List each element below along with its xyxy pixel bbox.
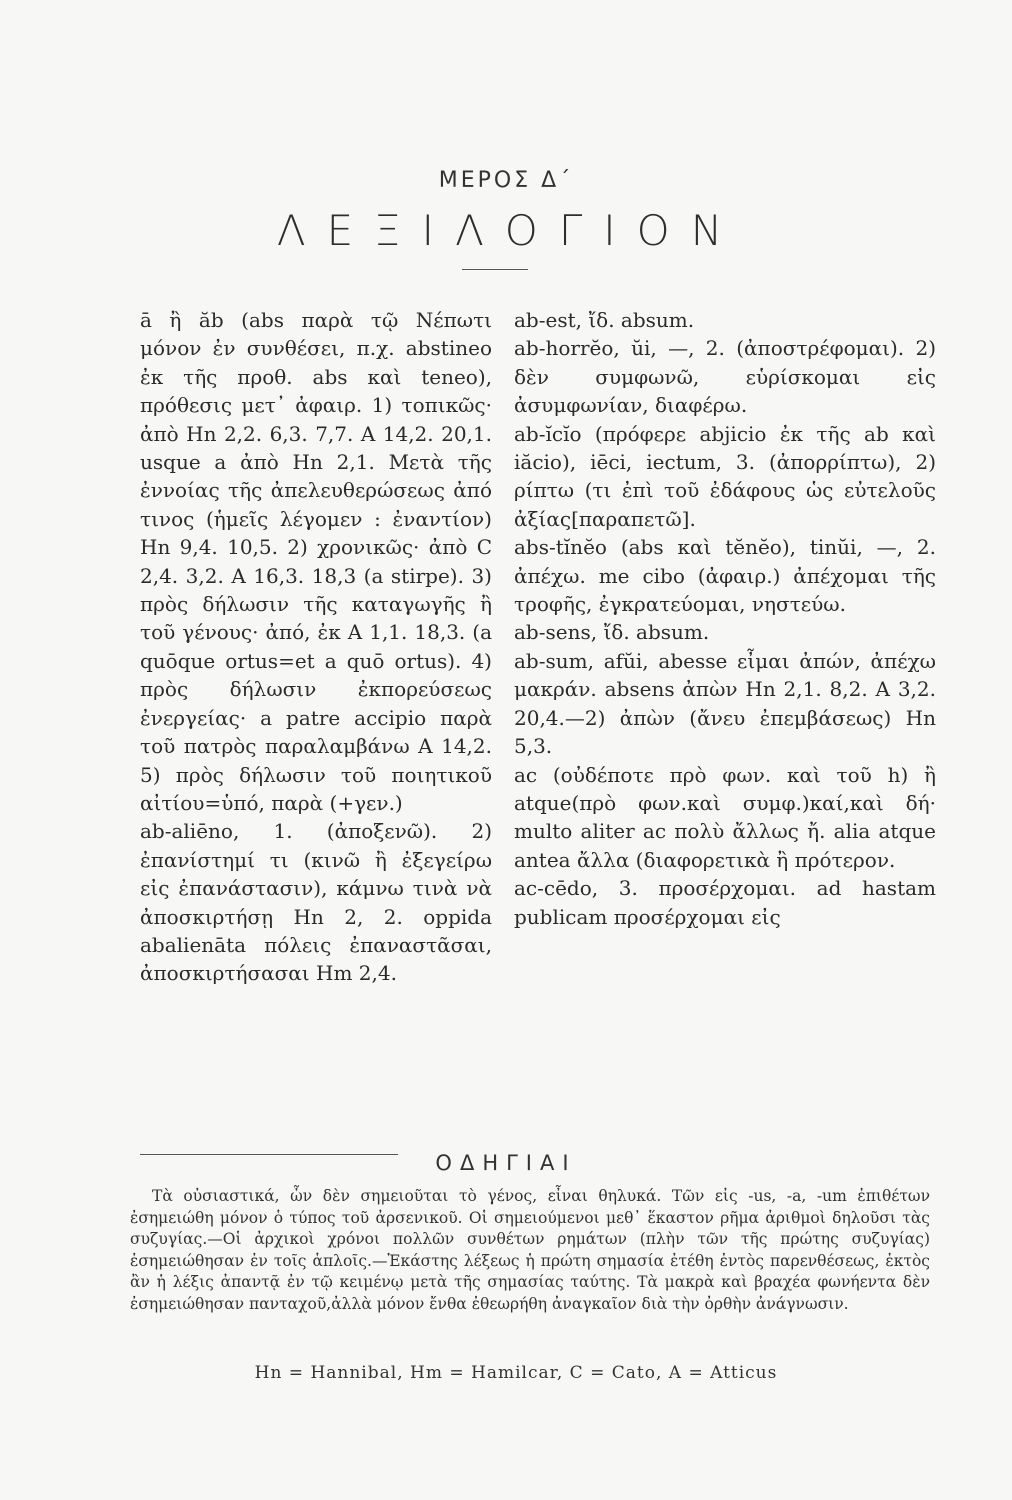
- notes-body: [130, 1186, 930, 1315]
- entry-abalieno: ab-aliēno, 1. (ἀποξενῶ). 2) ἐπανίστημί τι (κινῶ ἢ ἐξεγείρω εἰς ἐπανάστασιν), κάμνω τινὰ νὰ ἀποσκιρτήσῃ Hn 2, 2. oppida abalienāta πόλεις ἐπαναστᾶσαι, ἀποσκιρτήσασαι Hm 2,4.: [140, 819, 492, 986]
- left-column: [140, 306, 492, 988]
- part-label: ΜΕΡΟΣ Δ΄: [438, 168, 574, 193]
- entry-absum: ab-sum, afŭi, abesse εἶμαι ἀπών, ἀπέχω μακράν. absens ἀπὼν Hn 2,1. 8,2. A 3,2. 20,4.—2) ἀπὼν (ἄνευ ἐπεμβάσεως) Hn 5,3.: [514, 648, 936, 759]
- entry-abicio: ab-ĭcĭo (πρόφερε abjicio ἐκ τῆς ab καὶ iăcio), iēci, iectum, 3. (ἀπορρίπτω), 2) ρίπτω (τι ἐπὶ τοῦ ἐδάφους ὡς εὐτελοῦς ἀξίας[παραπετῶ].: [514, 421, 936, 531]
- notes-text: Τὰ οὐσιαστικά, ὧν δὲν σημειοῦται τὸ γένος, εἶναι θηλυκά. Τῶν εἰς -us, -a, -um ἐπιθέτων ἐσημειώθη μόνον ὁ τύπος τοῦ ἀρσενικοῦ. Οἱ σημειούμενοι μεθ᾿ ἕκαστον ρῆμα ἀριθμοὶ δηλοῦσι τὰς συζυγίας.—Οἱ ἀρχικοὶ χρόνοι πολλῶν συνθέτων ρημάτων (πλὴν τῶν τῆς πρώτης συζυγίας) ἐσημειώθησαν ἐν τοῖς ἁπλοῖς.—Ἑκάστης λέξεως ἡ πρώτη σημασία ἐτέθη ἐντὸς παρενθέσεως, ἐκτὸς ἂν ἡ λέξις ἀπαντᾷ ἐν τῷ κειμένῳ μετὰ τῆς σημασίας ταύτης. Τὰ μακρὰ καὶ βραχέα φωνήεντα δὲν ἐσημειώθησαν πανταχοῦ,ἀλλὰ μόνον ἔνθα ἐθεωρήθη ἀναγκαῖον διὰ τὴν ὀρθὴν ἀνάγνωσιν.: [130, 1187, 930, 1313]
- lexicon-title: ΛΕΞΙΛΟΓΙΟΝ: [276, 206, 744, 255]
- entry-abest: ab-est, ἴδ. absum.: [514, 308, 695, 332]
- right-column: [514, 306, 936, 931]
- entry-abstineo: abs-tĭnĕo (abs καὶ tĕnĕo), tinŭi, —, 2. ἀπέχω. me cibo (ἀφαιρ.) ἀπέχομαι τῆς τροφῆς, ἐγκρατεύομαι, νηστεύω.: [514, 535, 936, 617]
- entry-ac: ac (οὐδέποτε πρὸ φων. καὶ τοῦ h) ἢ atque(πρὸ φων.καὶ συμφ.)καί,καὶ δή· multo aliter ac πολὺ ἄλλως ἤ. alia atque antea ἄλλα (διαφορετικὰ ἢ πρότερον.: [514, 762, 936, 872]
- entry-a-ab: ā ἢ ăb (abs παρὰ τῷ Νέπωτι μόνον ἐν συνθέσει, π.χ. abstineo ἐκ τῆς προθ. abs καὶ teneo), πρόθεσις μετ᾿ ἀφαιρ. 1) τοπικῶς· ἀπὸ Hn 2,2. 6,3. 7,7. A 14,2. 20,1. usque a ἀπὸ Hn 2,1. Μετὰ τῆς ἐννοίας τῆς ἀπελευθερώσεως ἀπό τινος (ἡμεῖς λέγομεν : ἐναντίον) Hn 9,4. 10,5. 2) χρονικῶς· ἀπὸ C 2,4. 3,2. A 16,3. 18,3 (a stirpe). 3) πρὸς δήλωσιν τῆς καταγωγῆς ἢ τοῦ γένους· ἀπό, ἐκ A 1,1. 18,3. (a quōque ortus=et a quō ortus). 4) πρὸς δήλωσιν ἐκπορεύσεως ἐνεργείας· a patre accipio παρὰ τοῦ πατρὸς παραλαμβάνω A 14,2. 5) πρὸς δήλωσιν τοῦ ποιητικοῦ αἰτίου=ὑπό, παρὰ (+γεν.): [140, 308, 492, 815]
- entry-accedo: ac-cēdo, 3. προσέρχομαι. ad hastam publicam προσέρχομαι εἰς: [514, 876, 936, 929]
- entry-absens: ab-sens, ἴδ. absum.: [514, 620, 710, 645]
- title-divider: [462, 269, 528, 270]
- entry-abhorreo: ab-horrĕo, ŭi, —, 2. (ἀποστρέφομαι). 2) δὲν συμφωνῶ, εὑρίσκομαι εἰς ἀσυμφωνίαν, διαφέρω.: [514, 336, 936, 418]
- notes-title: ΟΔΗΓΙΑΙ: [435, 1151, 577, 1175]
- abbreviations-line: Hn = Hannibal, Hm = Hamilcar, C = Cato, A = Atticus: [254, 1363, 778, 1383]
